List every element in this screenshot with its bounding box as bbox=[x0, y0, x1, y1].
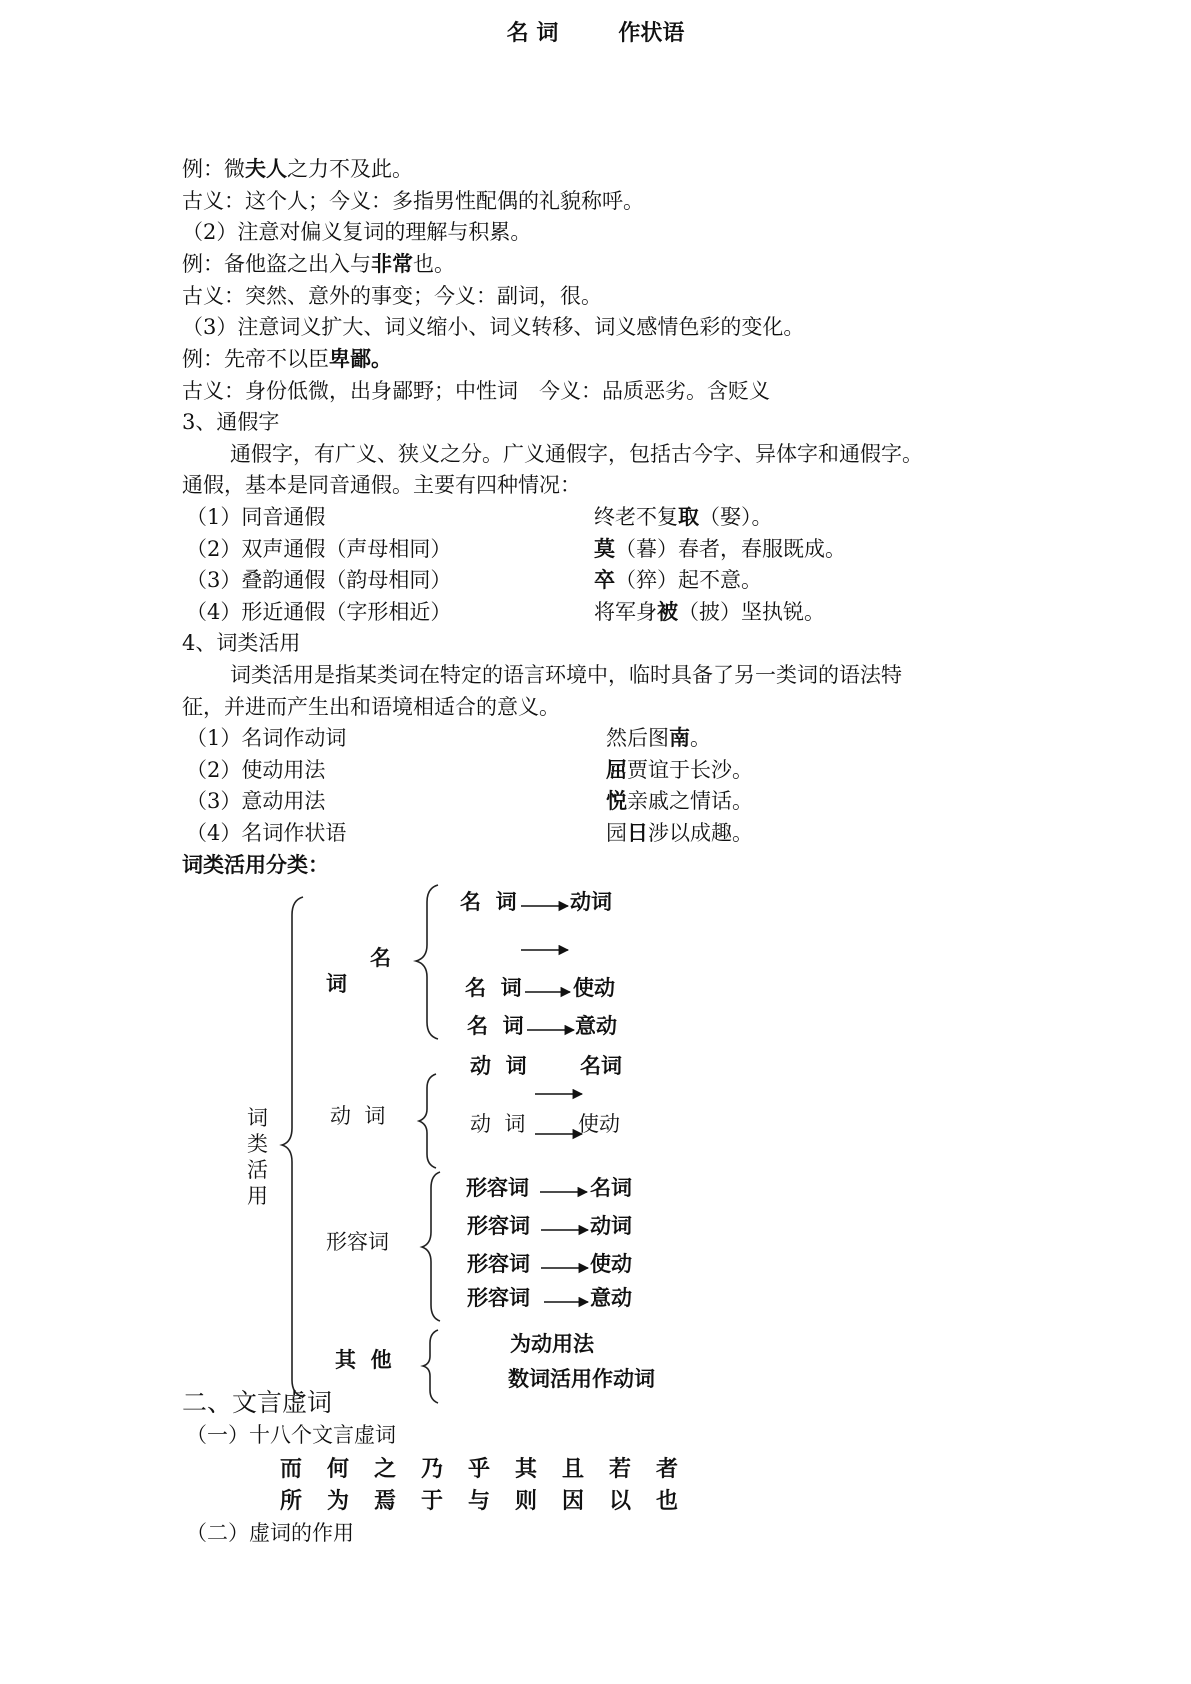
tree-n2-from: 名 词 bbox=[465, 976, 522, 1000]
tongjia-label-4: （4）形近通假（字形相近） bbox=[186, 600, 452, 624]
function-word: 也 bbox=[656, 1488, 679, 1514]
tongjia-example-2: 莫（暮）春者，春服既成。 bbox=[594, 537, 846, 561]
huoyong-intro-line1: 词类活用是指某类词在特定的语言环境中，临时具备了另一类词的语法特 bbox=[230, 663, 902, 687]
huoyong-intro-line2: 征，并进而产生出和语境相适合的意义。 bbox=[182, 695, 560, 719]
point-3-heading: （3）注意词义扩大、词义缩小、词义转移、词义感情色彩的变化。 bbox=[182, 315, 805, 339]
huoyong-label-4: （4）名词作状语 bbox=[186, 821, 347, 845]
noun-brace bbox=[416, 885, 438, 1039]
function-word: 之 bbox=[374, 1456, 397, 1482]
section-3-heading: 3、通假字 bbox=[182, 410, 280, 434]
tree-a3-to: 使动 bbox=[590, 1252, 632, 1276]
key-word-feichang: 非常 bbox=[371, 252, 413, 276]
tongjia-label-3: （3）叠韵通假（韵母相同） bbox=[186, 568, 452, 592]
title-left: 名 词 bbox=[506, 20, 559, 46]
tongjia-intro-line2: 通假，基本是同音通假。主要有四种情况： bbox=[182, 473, 581, 497]
tongjia-example-3: 卒（猝）起不意。 bbox=[594, 568, 762, 592]
function-word: 且 bbox=[562, 1456, 585, 1482]
tree-root-label: 词类活用 bbox=[247, 1106, 268, 1208]
example-line-furen: 例：微夫人之力不及此。 bbox=[182, 157, 413, 181]
tree-o2: 数词活用作动词 bbox=[508, 1367, 655, 1391]
tree-a4-to: 意动 bbox=[590, 1286, 632, 1310]
tree-a4-from: 形容词 bbox=[467, 1286, 530, 1310]
function-word: 则 bbox=[515, 1488, 538, 1514]
classification-heading: 词类活用分类： bbox=[182, 853, 329, 877]
tongjia-label-2: （2）双声通假（声母相同） bbox=[186, 537, 452, 561]
section-2-sub1: （一）十八个文言虚词 bbox=[186, 1423, 396, 1447]
function-word: 若 bbox=[609, 1456, 632, 1482]
other-brace bbox=[423, 1330, 438, 1403]
adjective-brace bbox=[422, 1172, 440, 1321]
tree-v1-to: 名词 bbox=[580, 1054, 622, 1078]
function-words-row-1 bbox=[280, 1452, 703, 1483]
tree-a3-from: 形容词 bbox=[467, 1252, 530, 1276]
root-brace bbox=[282, 897, 303, 1397]
function-word: 者 bbox=[656, 1456, 679, 1482]
section-2-heading: 二、文言虚词 bbox=[182, 1388, 333, 1417]
tongjia-example-4: 将军身被（披）坚执锐。 bbox=[594, 600, 825, 624]
huoyong-example-4: 园日涉以成趣。 bbox=[606, 821, 753, 845]
function-word: 以 bbox=[609, 1488, 632, 1514]
meaning-line-feichang: 古义：突然、意外的事变；今义：副词，很。 bbox=[182, 284, 602, 308]
tree-n1-to: 动词 bbox=[570, 890, 612, 914]
function-word: 与 bbox=[468, 1488, 491, 1514]
example-line-feichang: 例：备他盗之出入与非常也。 bbox=[182, 252, 455, 276]
huoyong-label-1: （1）名词作动词 bbox=[186, 726, 347, 750]
function-word: 焉 bbox=[374, 1488, 397, 1514]
tongjia-example-1: 终老不复取（娶）。 bbox=[594, 505, 773, 529]
function-word: 乎 bbox=[468, 1456, 491, 1482]
section-4-heading: 4、词类活用 bbox=[182, 631, 301, 655]
huoyong-example-1: 然后图南。 bbox=[606, 726, 711, 750]
tree-n3-to: 意动 bbox=[575, 1014, 617, 1038]
key-word-beibi: 卑鄙。 bbox=[329, 347, 392, 371]
tree-a2-from: 形容词 bbox=[467, 1214, 530, 1238]
tongjia-label-1: （1）同音通假 bbox=[186, 505, 326, 529]
huoyong-example-3: 悦亲戚之情话。 bbox=[606, 789, 753, 813]
tree-adjective-label: 形容词 bbox=[326, 1230, 389, 1254]
function-word: 乃 bbox=[421, 1456, 444, 1482]
huoyong-example-2: 屈贾谊于长沙。 bbox=[606, 758, 753, 782]
tree-v1-from: 动 词 bbox=[470, 1054, 527, 1078]
tree-o1: 为动用法 bbox=[510, 1332, 594, 1356]
tree-n3-from: 名 词 bbox=[467, 1014, 524, 1038]
function-word: 所 bbox=[280, 1488, 303, 1514]
meaning-line-beibi: 古义：身份低微，出身鄙野；中性词 今义：品质恶劣。含贬义 bbox=[182, 379, 770, 403]
title-right: 作状语 bbox=[618, 20, 685, 46]
tree-noun-char2: 词 bbox=[326, 972, 347, 996]
key-word-furen: 夫人 bbox=[245, 157, 287, 181]
function-word: 何 bbox=[327, 1456, 350, 1482]
function-word: 因 bbox=[562, 1488, 585, 1514]
huoyong-label-2: （2）使动用法 bbox=[186, 758, 326, 782]
tree-n2-to: 使动 bbox=[573, 976, 615, 1000]
tree-n1-from: 名 词 bbox=[460, 890, 517, 914]
meaning-line-furen: 古义：这个人；今义：多指男性配偶的礼貌称呼。 bbox=[182, 189, 644, 213]
huoyong-label-3: （3）意动用法 bbox=[186, 789, 326, 813]
function-word: 于 bbox=[421, 1488, 444, 1514]
tree-a1-to: 名词 bbox=[590, 1176, 632, 1200]
tree-other-label: 其 他 bbox=[335, 1348, 392, 1372]
tree-v2-from: 动 词 bbox=[470, 1112, 526, 1136]
section-2-sub2: （二）虚词的作用 bbox=[186, 1521, 354, 1545]
tree-verb-label: 动 词 bbox=[330, 1104, 386, 1128]
point-2-heading: （2）注意对偏义复词的理解与积累。 bbox=[182, 220, 532, 244]
function-word: 其 bbox=[515, 1456, 538, 1482]
verb-brace bbox=[419, 1074, 436, 1168]
tree-a2-to: 动词 bbox=[590, 1214, 632, 1238]
tree-a1-from: 形容词 bbox=[466, 1176, 529, 1200]
function-word: 为 bbox=[327, 1488, 350, 1514]
function-word: 而 bbox=[280, 1456, 303, 1482]
tongjia-intro-line1: 通假字，有广义、狭义之分。广义通假字，包括古今字、异体字和通假字。 bbox=[230, 442, 923, 466]
tree-v2-to: 使动 bbox=[578, 1112, 620, 1136]
tree-noun-char1: 名 bbox=[370, 946, 391, 970]
example-line-beibi: 例：先帝不以臣卑鄙。 bbox=[182, 347, 392, 371]
function-words-row-2 bbox=[280, 1484, 703, 1515]
